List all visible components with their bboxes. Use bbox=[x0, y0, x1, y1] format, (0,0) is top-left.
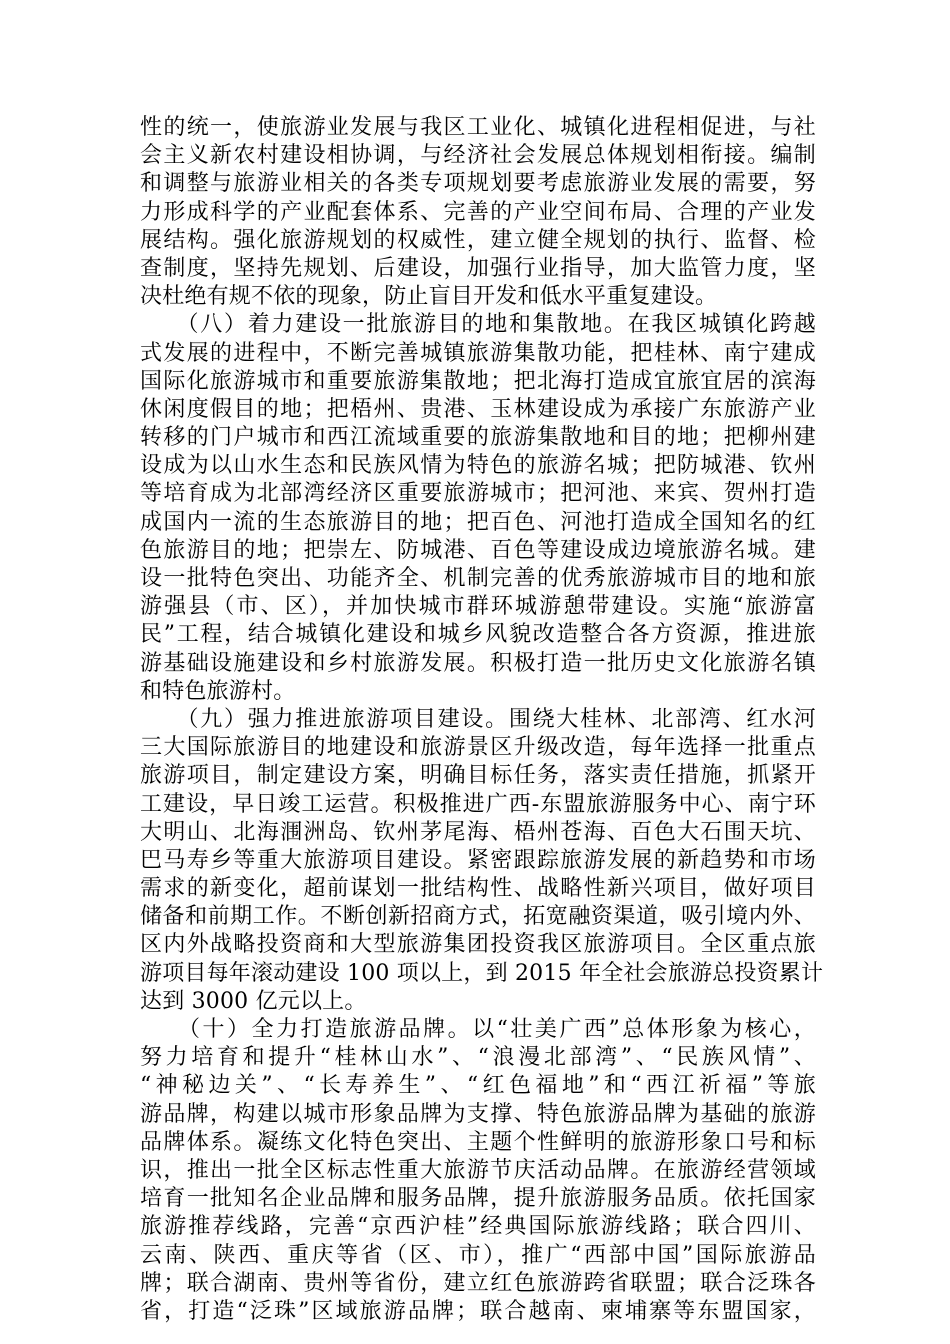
text-line: 性的统一，使旅游业发展与我区工业化、城镇化进程相促进，与社 bbox=[140, 115, 816, 140]
text-line: 设成为以山水生态和民族风情为特色的旅游名城；把防城港、钦州 bbox=[140, 453, 816, 479]
text-line: 识，推出一批全区标志性重大旅游节庆活动品牌。在旅游经营领域 bbox=[140, 1157, 816, 1183]
text-line: 和特色旅游村。 bbox=[140, 678, 296, 704]
text-line: 和调整与旅游业相关的各类专项规划要考虑旅游业发展的需要，努 bbox=[140, 171, 816, 197]
text-line: 设一批特色突出、功能齐全、机制完善的优秀旅游城市目的地和旅 bbox=[140, 566, 816, 591]
text-line: 休闲度假目的地；把梧州、贵港、玉林建设成为承接广东旅游产业 bbox=[140, 396, 816, 422]
text-line: 游基础设施建设和乡村旅游发展。积极打造一批历史文化旅游名镇 bbox=[140, 650, 816, 676]
text-line: （八）着力建设一批旅游目的地和集散地。在我区城镇化跨越 bbox=[140, 312, 816, 338]
text-line: 色旅游目的地；把崇左、防城港、百色等建设成边境旅游名城。建 bbox=[140, 537, 816, 563]
text-line: 游品牌，构建以城市形象品牌为支撑、特色旅游品牌为基础的旅游 bbox=[140, 1101, 816, 1127]
text-line: 努力培育和提升“桂林山水”、“浪漫北部湾”、“民族风情”、 bbox=[140, 1045, 816, 1071]
text-line: （九）强力推进旅游项目建设。围绕大桂林、北部湾、红水河 bbox=[140, 706, 816, 732]
text-line: 决杜绝有规不依的现象，防止盲目开发和低水平重复建设。 bbox=[140, 284, 718, 310]
text-line: 式发展的进程中，不断完善城镇旅游集散功能，把桂林、南宁建成 bbox=[140, 340, 816, 366]
text-line: 储备和前期工作。不断创新招商方式，拓宽融资渠道，吸引境内外、 bbox=[140, 904, 816, 930]
text-line: 旅游推荐线路，完善“京西沪桂”经典国际旅游线路；联合四川、 bbox=[140, 1214, 816, 1240]
text-line: “神秘边关”、“长寿养生”、“红色福地”和“西江祈福”等旅 bbox=[140, 1073, 816, 1099]
text-line: 大明山、北海涠洲岛、钦州茅尾海、梧州苍海、百色大石围天坑、 bbox=[140, 819, 816, 845]
text-line: 力形成科学的产业配套体系、完善的产业空间布局、合理的产业发 bbox=[140, 199, 816, 225]
text-line: 会主义新农村建设相协调，与经济社会发展总体规划相衔接。编制 bbox=[140, 143, 816, 169]
text-line: 牌；联合湖南、贵州等省份，建立红色旅游跨省联盟；联合泛珠各 bbox=[140, 1270, 816, 1296]
text-line: 达到 3000 亿元以上。 bbox=[140, 988, 367, 1014]
text-line: 查制度，坚持先规划、后建设，加强行业指导，加大监管力度，坚 bbox=[140, 255, 816, 281]
text-line: 民”工程，结合城镇化建设和城乡风貌改造整合各方资源，推进旅 bbox=[140, 622, 816, 648]
text-line: 工建设，早日竣工运营。积极推进广西-东盟旅游服务中心、南宁环 bbox=[140, 791, 816, 817]
text-line: 展结构。强化旅游规划的权威性，建立健全规划的执行、监督、检 bbox=[140, 227, 816, 253]
text-line: 转移的门户城市和西江流域重要的旅游集散地和目的地；把柳州建 bbox=[140, 425, 816, 451]
text-line: 培育一批知名企业品牌和服务品牌，提升旅游服务品质。依托国家 bbox=[140, 1186, 816, 1212]
text-line: 区内外战略投资商和大型旅游集团投资我区旅游项目。全区重点旅 bbox=[140, 932, 816, 958]
text-line: 品牌体系。凝练文化特色突出、主题个性鲜明的旅游形象口号和标 bbox=[140, 1129, 816, 1155]
text-line: 国际化旅游城市和重要旅游集散地；把北海打造成宜旅宜居的滨海 bbox=[140, 368, 816, 394]
text-line: 省，打造“泛珠”区域旅游品牌；联合越南、柬埔寨等东盟国家， bbox=[140, 1298, 816, 1324]
text-line: 游项目每年滚动建设 100 项以上，到 2015 年全社会旅游总投资累计 bbox=[140, 960, 824, 986]
text-line: 游强县（市、区），并加快城市群环城游憩带建设。实施“旅游富 bbox=[140, 594, 816, 620]
document-page bbox=[140, 114, 824, 1326]
text-line: （十）全力打造旅游品牌。以“壮美广西”总体形象为核心， bbox=[140, 1017, 816, 1042]
text-line: 需求的新变化，超前谋划一批结构性、战略性新兴项目，做好项目 bbox=[140, 876, 816, 902]
text-line: 等培育成为北部湾经济区重要旅游城市；把河池、来宾、贺州打造 bbox=[140, 481, 816, 507]
text-line: 成国内一流的生态旅游目的地；把百色、河池打造成全国知名的红 bbox=[140, 509, 816, 535]
text-line: 三大国际旅游目的地建设和旅游景区升级改造，每年选择一批重点 bbox=[140, 735, 816, 761]
text-line: 云南、陕西、重庆等省（区、市），推广“西部中国”国际旅游品 bbox=[140, 1242, 816, 1268]
text-line: 旅游项目，制定建设方案，明确目标任务，落实责任措施，抓紧开 bbox=[140, 763, 816, 789]
text-line: 巴马寿乡等重大旅游项目建设。紧密跟踪旅游发展的新趋势和市场 bbox=[140, 847, 816, 873]
